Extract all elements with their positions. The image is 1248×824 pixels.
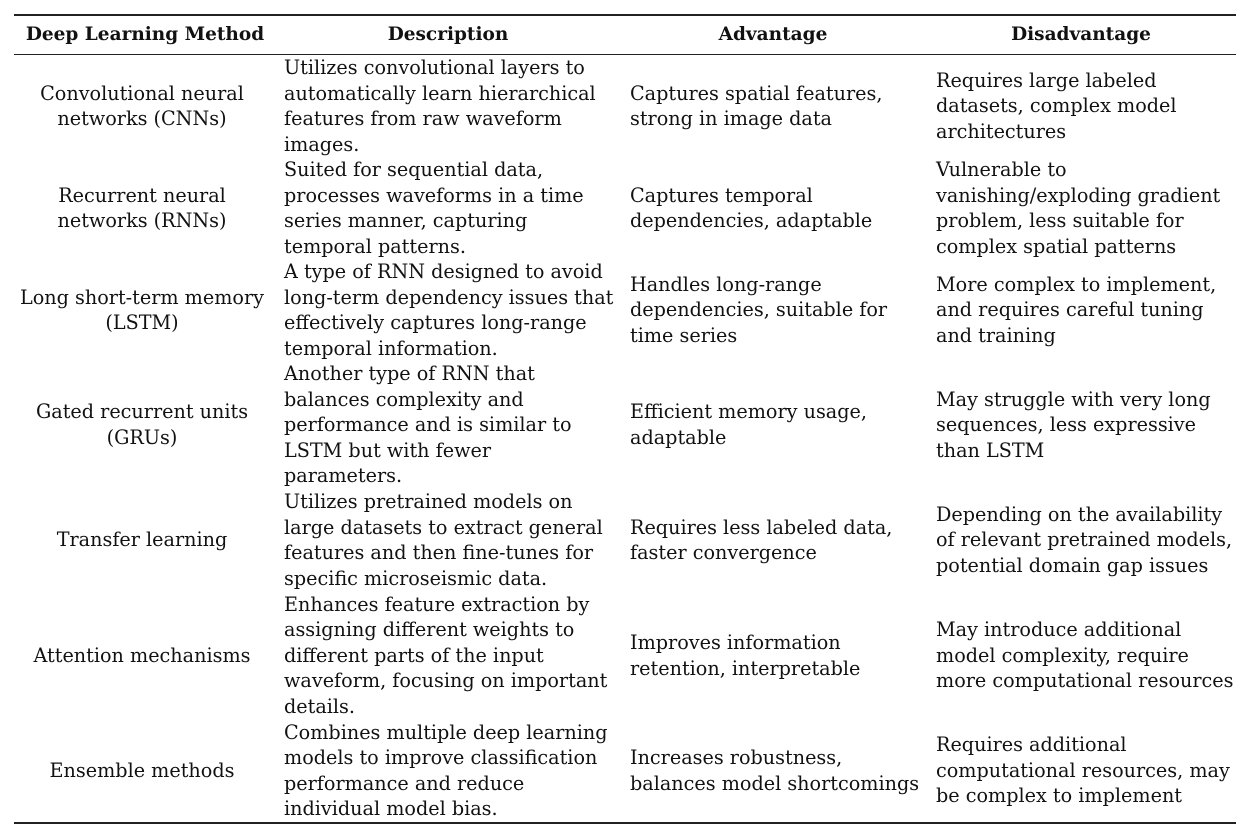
table-row <box>14 157 1236 259</box>
header-description: Description <box>387 24 509 46</box>
description-cell: Another type of RNN that balances complexity and performance and is similar to LSTM but with fewer parameters. <box>284 362 572 487</box>
table-header <box>14 15 1236 55</box>
description-cell: Utilizes pretrained models on large datasets to extract general features and then fine-tunes for specific microseismic data. <box>284 490 603 590</box>
description-cell: Enhances feature extraction by assigning different weights to different parts of the input waveform, focusing on important details. <box>284 592 608 718</box>
disadvantage-cell: May struggle with very long sequences, less expressive than LSTM <box>936 387 1211 462</box>
disadvantage-cell: Requires additional computational resources, may be complex to implement <box>936 733 1230 808</box>
method-cell: Ensemble methods <box>49 758 235 782</box>
advantage-cell: Captures spatial features, strong in image data <box>630 81 883 130</box>
header-row <box>14 15 1236 55</box>
method-cell: Recurrent neural networks (RNNs) <box>57 183 227 232</box>
description-cell: Combines multiple deep learning models to improve classification performance and reduce individual model bias. <box>284 720 608 820</box>
disadvantage-cell: Requires large labeled datasets, complex model architectures <box>936 68 1177 143</box>
advantage-cell: Requires less labeled data, faster convergence <box>630 515 893 564</box>
method-cell: Convolutional neural networks (CNNs) <box>40 81 244 130</box>
table-row <box>14 489 1236 592</box>
table-row <box>14 55 1236 158</box>
table-row <box>14 720 1236 823</box>
advantage-cell: Captures temporal dependencies, adaptable <box>630 183 873 232</box>
header-advantage: Advantage <box>718 24 828 46</box>
header-method: Deep Learning Method <box>25 24 265 46</box>
comparison-table-container <box>14 14 1236 824</box>
table-body <box>14 55 1236 823</box>
advantage-cell: Improves information retention, interpretable <box>630 631 861 680</box>
table-row <box>14 259 1236 361</box>
deep-learning-methods-table <box>14 14 1236 824</box>
method-cell: Transfer learning <box>56 528 228 552</box>
method-cell: Attention mechanisms <box>33 643 251 667</box>
disadvantage-cell: More complex to implement, and requires careful tuning and training <box>936 272 1217 347</box>
description-cell: A type of RNN designed to avoid long-term dependency issues that effectively captures long-range temporal information. <box>284 260 614 360</box>
description-cell: Suited for sequential data, processes waveforms in a time series manner, capturing temporal patterns. <box>284 158 584 258</box>
advantage-cell: Efficient memory usage, adaptable <box>630 400 867 449</box>
method-cell: Long short-term memory (LSTM) <box>20 285 264 334</box>
advantage-cell: Handles long-range dependencies, suitable for time series <box>630 272 888 347</box>
method-cell: Gated recurrent units (GRUs) <box>35 400 249 449</box>
table-row <box>14 592 1236 720</box>
header-disadvantage: Disadvantage <box>1011 24 1151 46</box>
disadvantage-cell: Vulnerable to vanishing/exploding gradient problem, less suitable for complex spatial patterns <box>936 158 1221 258</box>
description-cell: Utilizes convolutional layers to automatically learn hierarchical features from raw waveform images. <box>284 56 596 156</box>
table-row <box>14 361 1236 489</box>
advantage-cell: Increases robustness, balances model shortcomings <box>630 746 920 795</box>
disadvantage-cell: Depending on the availability of relevant pretrained models, potential domain gap issues <box>936 502 1233 577</box>
disadvantage-cell: May introduce additional model complexity, require more computational resources <box>936 618 1234 693</box>
